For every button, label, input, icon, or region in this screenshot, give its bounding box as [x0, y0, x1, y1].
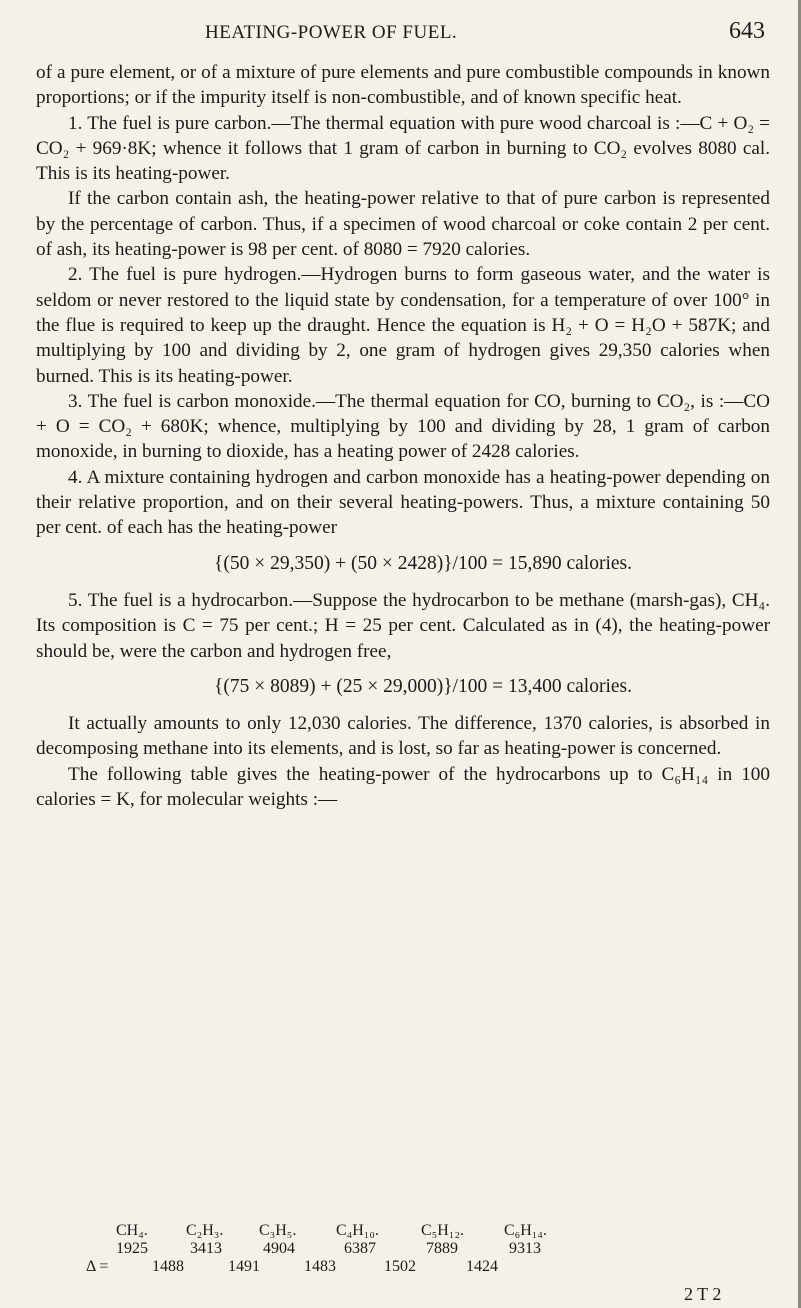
- table-cell-difference: 1424: [466, 1258, 498, 1275]
- signature-mark: 2 T 2: [684, 1284, 722, 1304]
- table-cell-value: 9313: [509, 1240, 541, 1257]
- running-head: HEATING-POWER OF FUEL.: [205, 22, 458, 43]
- table-cell-difference: 1491: [228, 1258, 260, 1275]
- equation: {(50 × 29,350) + (50 × 2428)}/100 = 15,890 calories.: [214, 552, 632, 574]
- page-header: [0, 18, 801, 48]
- table-cell-value: 4904: [263, 1240, 295, 1257]
- table-cell-formula: C₂H₃.: [186, 1222, 224, 1239]
- delta-label: Δ =: [86, 1258, 109, 1275]
- table-cell-formula: CH₄.: [116, 1222, 148, 1239]
- table-cell-formula: C₅H₁₂.: [421, 1222, 464, 1239]
- table-cell-value: 3413: [190, 1240, 222, 1257]
- table-cell-formula: C₃H₅.: [259, 1222, 297, 1239]
- paragraph: The following table gives the heating-power of the hydrocarbons up to C₆H₁₄ in 100 calories = K, for molecular weights :—: [36, 763, 770, 811]
- paragraph: 2. The fuel is pure hydrogen.—Hydrogen burns to form gaseous water, and the water is seldom or never restored to the liquid state by condensation, for a temperature of over 100° in the flue is required to keep up the draught. Hence the equation is H₂ + O = H₂O + 587K; and multiplying by 100 and dividing by 2, one gram of hydrogen gives 29,350 calories when burned. This is its heating-power.: [36, 264, 770, 387]
- table-cell-difference: 1483: [304, 1258, 336, 1275]
- paragraph: It actually amounts to only 12,030 calories. The difference, 1370 calories, is absorbed in decomposing methane into its elements, and is lost, so far as heating-power is concerned.: [36, 713, 770, 760]
- table-cell-value: 6387: [344, 1240, 376, 1257]
- paragraph: of a pure element, or of a mixture of pure elements and pure combustible compounds in known proportions; or if the impurity itself is non-combustible, and of known specific heat.: [36, 62, 770, 109]
- table-cell-formula: C₆H₁₄.: [504, 1222, 547, 1239]
- page-number: 643: [729, 18, 765, 44]
- paragraph: 4. A mixture containing hydrogen and carbon monoxide has a heating-power depending on their relative proportion, and on their several heating-powers. Thus, a mixture containing 50 per cent. of each has the heating-power: [36, 466, 770, 539]
- paragraph: If the carbon contain ash, the heating-power relative to that of pure carbon is represented by the percentage of carbon. Thus, if a specimen of wood charcoal or coke contain 2 per cent. of ash, its heating-power is 98 per cent. of 8080 = 7920 calories.: [36, 188, 770, 261]
- table-cell-value: 7889: [426, 1240, 458, 1257]
- paragraph: 3. The fuel is carbon monoxide.—The thermal equation for CO, burning to CO₂, is :—CO + O = CO₂ + 680K; whence, multiplying by 100 and dividing by 28, 1 gram of carbon monoxide, in burning to dioxide, has a heating power of 2428 calories.: [36, 390, 770, 463]
- equation: {(75 × 8089) + (25 × 29,000)}/100 = 13,400 calories.: [214, 675, 632, 697]
- paragraph: 1. The fuel is pure carbon.—The thermal equation with pure wood charcoal is :—C + O₂ = CO₂ + 969·8K; whence it follows that 1 gram of carbon in burning to CO₂ evolves 8080 cal. This is its heating-power.: [36, 112, 770, 185]
- body-text: [36, 60, 770, 812]
- paragraph: 5. The fuel is a hydrocarbon.—Suppose the hydrocarbon to be methane (marsh-gas), CH₄. Its composition is C = 75 per cent.; H = 25 per cent. Calculated as in (4), the heating-power should be, were the carbon and hydrogen free,: [36, 589, 770, 662]
- table-cell-difference: 1488: [152, 1258, 184, 1275]
- table-cell-value: 1925: [116, 1240, 148, 1257]
- table-cell-formula: C₄H₁₀.: [336, 1222, 379, 1239]
- table-cell-difference: 1502: [384, 1258, 416, 1275]
